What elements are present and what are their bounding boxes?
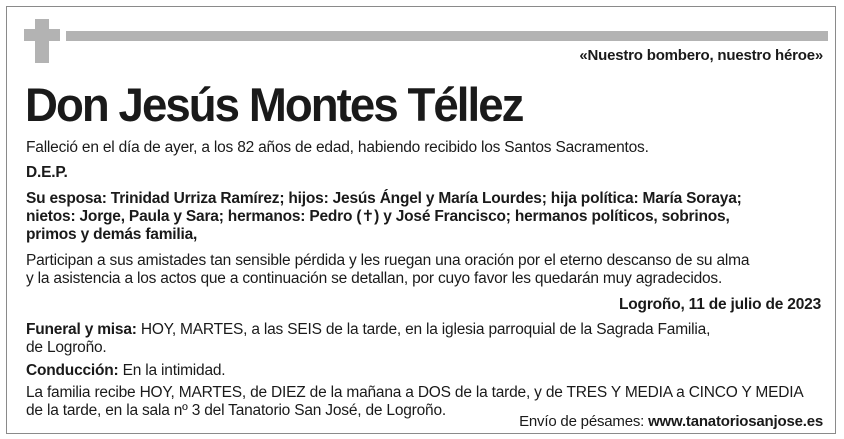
invitation-line-1: Participan a sus amistades tan sensible pérdida y les ruegan una oración por el eterno descanso de su alma: [26, 252, 750, 269]
motto: «Nuestro bombero, nuestro héroe»: [579, 47, 823, 64]
conduccion-label: Conducción:: [26, 362, 119, 379]
deceased-name: Don Jesús Montes Téllez: [25, 78, 523, 131]
conduccion-text: En la intimidad.: [118, 362, 226, 379]
condolences-url-link[interactable]: www.tanatoriosanjose.es: [648, 413, 823, 430]
funeral-text: HOY, MARTES, a las SEIS de la tarde, en la iglesia parroquial de la Sagrada Familia,: [136, 321, 711, 338]
cross-vertical-bar: [35, 19, 49, 63]
family-list: [26, 190, 821, 244]
invitation: [26, 252, 821, 288]
deceased-cross-icon: ✝: [361, 208, 375, 225]
funeral-text-2: de Logroño.: [26, 339, 107, 356]
condolences: [519, 413, 823, 430]
reception-line-1: La familia recibe HOY, MARTES, de DIEZ de la mañana a DOS de la tarde, y de TRES Y MEDIA a CINCO Y MEDIA: [26, 384, 804, 401]
family-line-2b: ) y José Francisco; hermanos políticos, sobrinos,: [374, 208, 730, 225]
family-line-2a: nietos: Jorge, Paula y Sara; hermanos: Pedro (: [26, 208, 362, 225]
family-line-1: Su esposa: Trinidad Urriza Ramírez; hijos: Jesús Ángel y María Lourdes; hija política: María Soraya;: [26, 190, 742, 207]
obituary-card: [6, 6, 836, 434]
funeral-info: [26, 321, 821, 357]
dep-label: D.E.P.: [26, 164, 68, 181]
cross-horizontal-bar: [24, 29, 60, 41]
place-date: Logroño, 11 de julio de 2023: [619, 296, 821, 313]
death-notice: Falleció en el día de ayer, a los 82 años de edad, habiendo recibido los Santos Sacramentos.: [26, 139, 649, 156]
invitation-line-2: y la asistencia a los actos que a continuación se detallan, por cuyo favor les quedarán muy agradecidos.: [26, 270, 723, 287]
family-line-2: [26, 208, 821, 226]
funeral-label: Funeral y misa:: [26, 321, 137, 338]
header-rule: [66, 31, 828, 41]
conduccion-info: [26, 362, 821, 380]
family-line-3: primos y demás familia,: [26, 226, 198, 243]
condolences-label: Envío de pésames:: [519, 413, 649, 430]
cross-icon: [24, 19, 60, 63]
reception-line-2: de la tarde, en la sala nº 3 del Tanatorio San José, de Logroño.: [26, 402, 446, 419]
